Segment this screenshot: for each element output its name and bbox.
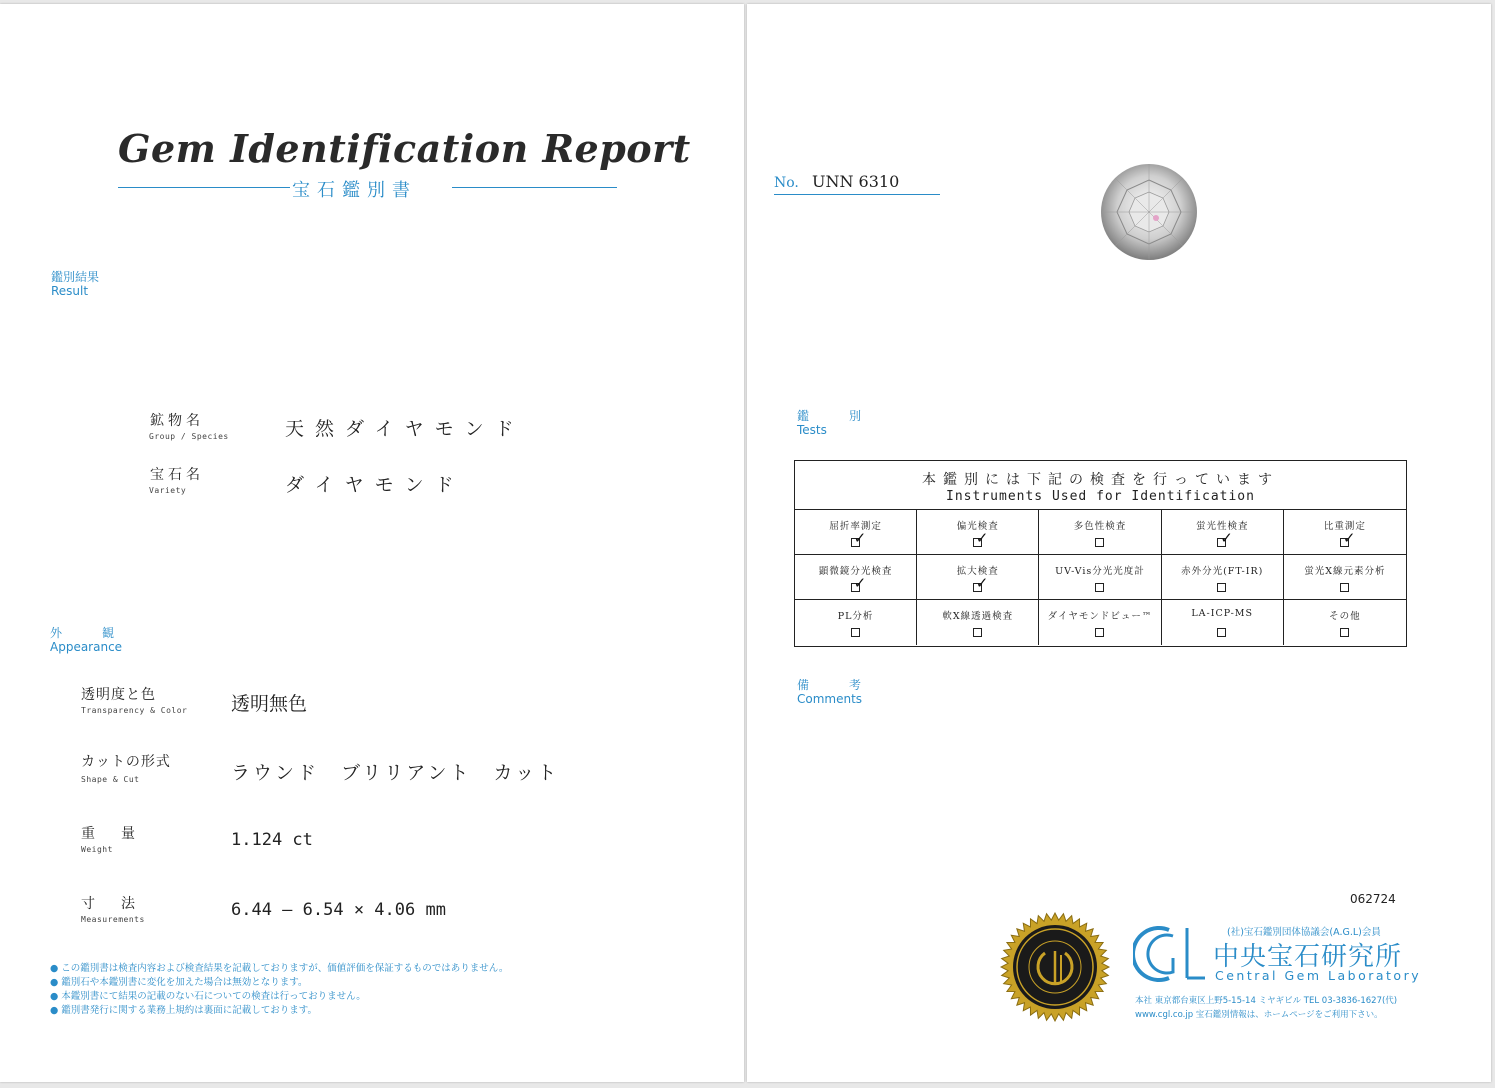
species-value: 天然ダイヤモンド [285, 418, 525, 440]
test-cell [1039, 555, 1161, 600]
appearance-section-label-jp: 外 観 [50, 626, 129, 640]
comments-section-label-en: Comments [797, 692, 863, 706]
test-label: PL分析 [837, 611, 874, 622]
report-number-label: No. [774, 175, 799, 191]
transparency-label-jp: 透明度と色 [81, 687, 156, 703]
check-mark-icon: ✓ [1220, 529, 1233, 547]
test-cell [1162, 600, 1284, 645]
shape-label-en: Shape & Cut [81, 775, 140, 784]
species-label-en: Group / Species [149, 432, 229, 441]
tests-grid [795, 510, 1406, 645]
lab-name-en: Central Gem Laboratory [1215, 968, 1422, 983]
test-cell [1162, 510, 1284, 555]
footnotes [50, 962, 508, 1018]
test-label: 多色性検査 [1073, 521, 1127, 532]
test-checkbox [1340, 529, 1356, 547]
test-label: 赤外分光(FT-IR) [1181, 566, 1264, 577]
test-cell [795, 555, 917, 600]
species-label-jp: 鉱物名 [150, 413, 204, 429]
tests-section-label-jp: 鑑 別 [797, 409, 876, 423]
report-subtitle-jp: 宝石鑑別書 [292, 180, 417, 201]
variety-label-en: Variety [149, 486, 187, 495]
title-rule-right [452, 187, 617, 188]
test-label: LA-ICP-MS [1191, 608, 1254, 619]
measurements-value: 6.44 – 6.54 × 4.06 mm [231, 900, 446, 920]
test-checkbox [1095, 628, 1104, 637]
transparency-value: 透明無色 [231, 693, 308, 715]
test-label: ダイヤモンドビュー™ [1047, 611, 1153, 622]
tests-table [794, 460, 1407, 647]
shape-label-jp: カットの形式 [81, 754, 171, 770]
test-cell [1284, 600, 1406, 645]
check-mark-icon: ✓ [975, 574, 989, 592]
test-cell [917, 510, 1039, 555]
test-cell [1039, 510, 1161, 555]
test-checkbox [1340, 583, 1349, 592]
report-number-field [774, 172, 940, 195]
test-checkbox [1217, 628, 1226, 637]
test-label: 偏光検査 [956, 521, 999, 532]
test-label: 屈折率測定 [829, 521, 882, 532]
test-checkbox [851, 628, 860, 637]
lab-name-jp: 中央宝石研究所 [1213, 942, 1403, 972]
test-label: 蛍光性検査 [1195, 521, 1249, 532]
check-mark-icon: ✓ [853, 529, 867, 547]
title-rule-left [118, 187, 290, 188]
tests-header-jp: 本鑑別には下記の検査を行っています [922, 472, 1279, 488]
measurements-label-jp: 寸 法 [81, 896, 141, 912]
report-number-value: UNN 6310 [811, 172, 900, 191]
test-label: 蛍光X線元素分析 [1304, 566, 1386, 577]
measurements-label-en: Measurements [81, 915, 145, 924]
check-mark-icon: ✓ [1342, 529, 1356, 547]
test-cell [917, 555, 1039, 600]
test-checkbox [1095, 583, 1104, 592]
test-label: 比重測定 [1323, 521, 1366, 532]
variety-label-jp: 宝石名 [150, 467, 204, 483]
test-checkbox [1095, 538, 1104, 547]
test-label: UV-Vis分光光度計 [1055, 566, 1145, 577]
tests-table-header [795, 461, 1406, 510]
weight-label-jp: 重 量 [81, 826, 141, 842]
test-cell [917, 600, 1039, 645]
check-mark-icon: ✓ [853, 574, 867, 592]
test-label: 拡大検査 [956, 566, 999, 577]
test-cell [1284, 510, 1406, 555]
result-section-label-jp: 鑑別結果 [51, 270, 100, 284]
lab-website: www.cgl.co.jp 宝石鑑別情報は、ホームページをご利用下さい。 [1135, 1010, 1383, 1020]
test-cell [1162, 555, 1284, 600]
test-checkbox [851, 529, 867, 547]
test-checkbox [1217, 529, 1233, 547]
variety-value: ダイヤモンド [285, 474, 465, 496]
check-mark-icon: ✓ [975, 529, 989, 547]
test-checkbox [973, 574, 989, 592]
right-page [747, 4, 1491, 1082]
test-label: 顕微鏡分光検査 [818, 566, 893, 577]
gold-seal-icon [1000, 912, 1110, 1022]
test-cell [795, 510, 917, 555]
serial-number: 062724 [1350, 892, 1396, 906]
appearance-section-label-en: Appearance [50, 640, 123, 654]
test-cell [795, 600, 917, 645]
weight-value: 1.124 ct [231, 830, 313, 850]
gem-photo-icon [1099, 162, 1199, 262]
report-title: Gem Identification Report [118, 126, 691, 171]
test-checkbox [973, 628, 982, 637]
cgl-logo-icon [1133, 922, 1213, 984]
test-checkbox [1217, 583, 1226, 592]
footnote: ● この鑑別書は検査内容および検査結果を記載しておりますが、価値評価を保証するものではありません。 [50, 963, 509, 974]
test-label: 軟X線透過検査 [942, 611, 1014, 622]
test-checkbox [1340, 628, 1349, 637]
tests-section-label-en: Tests [797, 423, 827, 437]
tests-header-en: Instruments Used for Identification [946, 489, 1255, 504]
transparency-label-en: Transparency & Color [81, 706, 188, 715]
agl-member-text: (社)宝石鑑別団体協議会(A.G.L)会員 [1227, 927, 1381, 938]
result-section-label-en: Result [51, 284, 89, 298]
test-cell [1284, 555, 1406, 600]
test-checkbox [973, 529, 989, 547]
footnote: ● 本鑑別書にて結果の記載のない石についての検査は行っておりません。 [50, 991, 366, 1002]
footnote: ● 鑑別石や本鑑別書に変化を加えた場合は無効となります。 [50, 977, 308, 988]
test-label: その他 [1329, 611, 1361, 622]
test-checkbox [851, 574, 867, 592]
footnote: ● 鑑別書発行に関する業務上規約は裏面に記載しております。 [50, 1005, 318, 1016]
comments-section-label-jp: 備 考 [797, 678, 876, 692]
weight-label-en: Weight [81, 845, 113, 854]
lab-address: 本社 東京都台東区上野5-15-14 ミヤギビル TEL 03-3836-1627(代) [1135, 996, 1398, 1006]
shape-value: ラウンド ブリリアント カット [231, 762, 560, 784]
left-page [0, 4, 744, 1082]
test-cell [1039, 600, 1161, 645]
